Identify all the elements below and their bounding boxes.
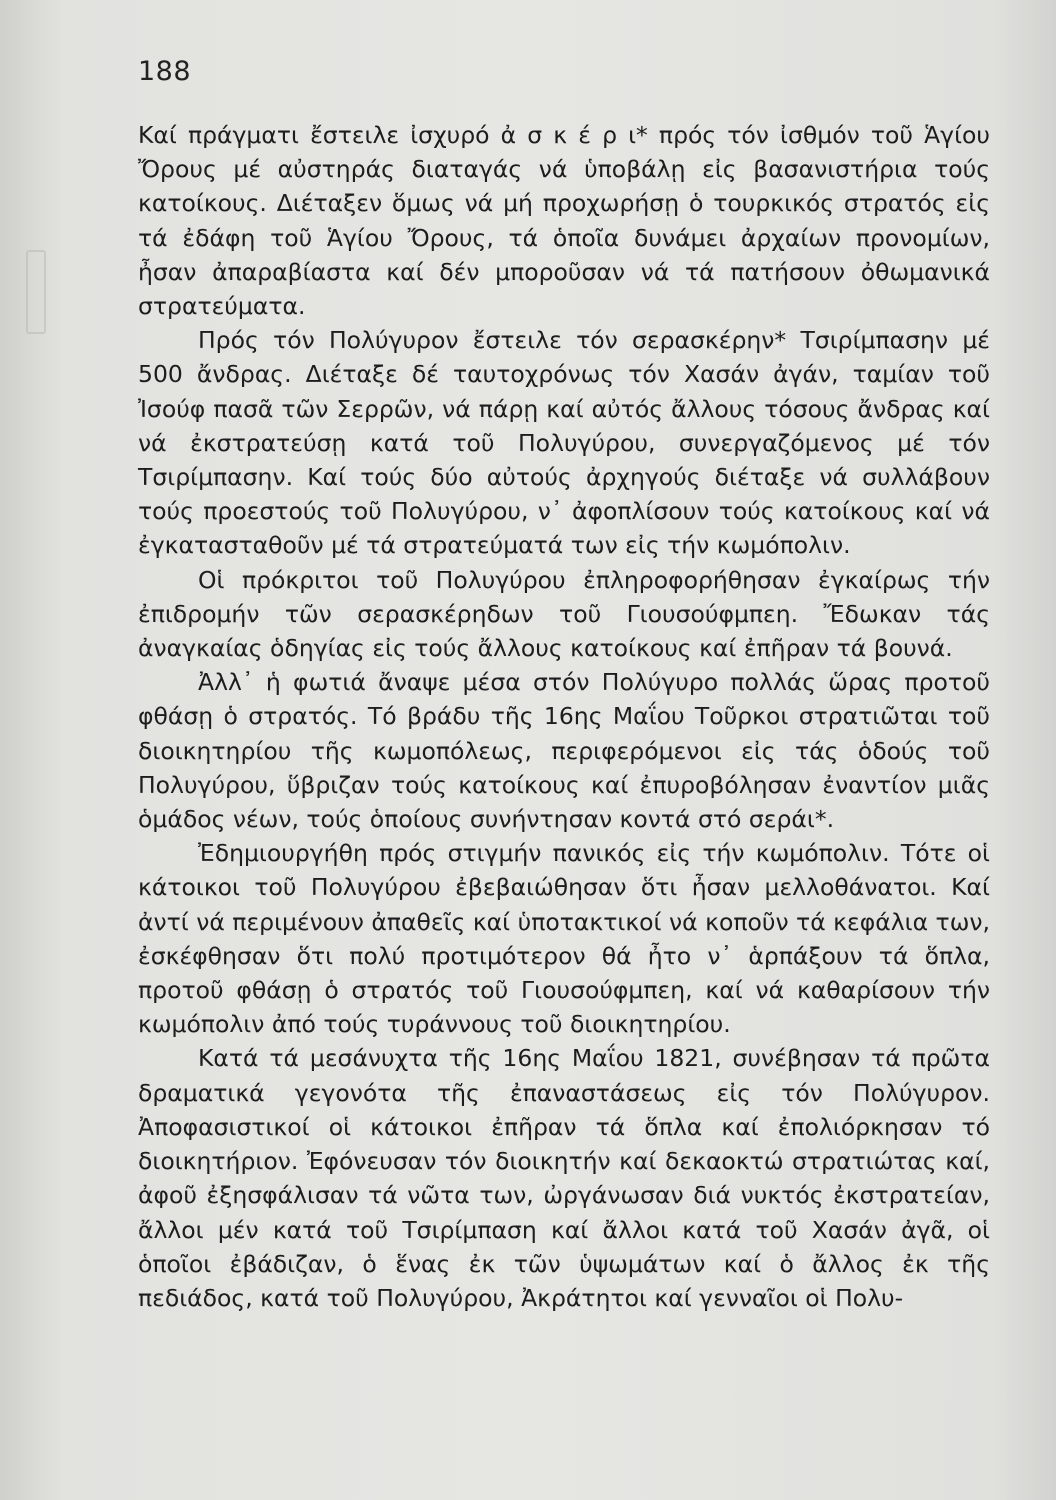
binding-mark — [26, 250, 46, 334]
paragraph: Ἀλλ᾽ ἡ φωτιά ἄναψε μέσα στόν Πολύγυρο πολλάς ὥρας προτοῦ φθάσῃ ὁ στρατός. Τό βράδυ τῆς 16ης Μαΐου Τοῦρκοι στρατιῶται τοῦ διοικητηρίου τῆς κωμοπόλεως, περιφερόμενοι εἰς τάς ὁδούς τοῦ Πολυγύρου, ὕβριζαν τούς κατοίκους καί ἐπυροβόλησαν ἐναντίον μιᾶς ὁμάδος νέων, τούς ὁποίους συνήντησαν κοντά στό σεράι*. — [138, 668, 990, 834]
paragraph: Κατά τά μεσάνυχτα τῆς 16ης Μαΐου 1821, συνέβησαν τά πρῶτα δραματικά γεγονότα τῆς ἐπαναστάσεως εἰς τόν Πολύγυρον. Ἀποφασιστικοί οἱ κάτοικοι ἐπῆραν τά ὅπλα καί ἐπολιόρκησαν τό διοικητήριον. Ἐφόνευσαν τόν διοικητήν καί δεκαοκτώ στρατιώτας καί, ἀφοῦ ἐξησφάλισαν τά νῶτα των, ὠργάνωσαν διά νυκτός ἐκστρατείαν, ἄλλοι μέν κατά τοῦ Τσιρίμπαση καί ἄλλοι κατά τοῦ Χασάν ἀγᾶ, οἱ ὁποῖοι ἐβάδιζαν, ὁ ἕνας ἐκ τῶν ὑψωμάτων καί ὁ ἄλλος ἐκ τῆς πεδιάδος, κατά τοῦ Πολυγύρου, Ἀκράτητοι καί γενναῖοι οἱ Πολυ- — [138, 1044, 990, 1312]
body-text — [138, 118, 990, 1315]
paragraph: Οἱ πρόκριτοι τοῦ Πολυγύρου ἐπληροφορήθησαν ἐγκαίρως τήν ἐπιδρομήν τῶν σερασκέρηδων τοῦ Γιουσούφμπεη. Ἔδωκαν τάς ἀναγκαίας ὁδηγίας εἰς τούς ἄλλους κατοίκους καί ἐπῆραν τά βουνά. — [138, 565, 990, 663]
page-number: 188 — [138, 56, 192, 87]
paragraph: Πρός τόν Πολύγυρον ἔστειλε τόν σερασκέρην* Τσιρίμπασην μέ 500 ἄνδρας. Διέταξε δέ ταυτοχρόνως τόν Χασάν ἀγάν, ταμίαν τοῦ Ἰσούφ πασᾶ τῶν Σερρῶν, νά πάρῃ καί αὐτός ἄλλους τόσους ἄνδρας καί νά ἐκστρατεύσῃ κατά τοῦ Πολυγύρου, συνεργαζόμενος μέ τόν Τσιρίμπασην. Καί τούς δύο αὐτούς ἀρχηγούς διέταξε νά συλλάβουν τούς προεστούς τοῦ Πολυγύρου, ν᾽ ἀφοπλίσουν τούς κατοίκους καί νά ἐγκατασταθοῦν μέ τά στρατεύματά των εἰς τήν κωμόπολιν. — [138, 326, 990, 560]
paragraph: Καί πράγματι ἔστειλε ἰσχυρό ἀ σ κ έ ρ ι* πρός τόν ἰσθμόν τοῦ Ἁγίου Ὄρους μέ αὐστηράς διαταγάς νά ὑποβάλῃ εἰς βασανιστήρια τούς κατοίκους. Διέταξεν ὅμως νά μή προχωρήσῃ ὁ τουρκικός στρατός εἰς τά ἐδάφη τοῦ Ἁγίου Ὄρους, τά ὁποῖα δυνάμει ἀρχαίων προνομίων, ἦσαν ἀπαραβίαστα καί δέν μποροῦσαν νά τά πατήσουν ὀθωμανικά στρατεύματα. — [138, 121, 990, 321]
paragraph: Ἐδημιουργήθη πρός στιγμήν πανικός εἰς τήν κωμόπολιν. Τότε οἱ κάτοικοι τοῦ Πολυγύρου ἐβεβαιώθησαν ὅτι ἦσαν μελλοθάνατοι. Καί ἀντί νά περιμένουν ἀπαθεῖς καί ὑποτακτικοί νά κοποῦν τά κεφάλια των, ἐσκέφθησαν ὅτι πολύ προτιμότερον θά ἦτο ν᾽ ἁρπάξουν τά ὅπλα, προτοῦ φθάσῃ ὁ στρατός τοῦ Γιουσούφμπεη, καί νά καθαρίσουν τήν κωμόπολιν ἀπό τούς τυράννους τοῦ διοικητηρίου. — [138, 839, 990, 1039]
